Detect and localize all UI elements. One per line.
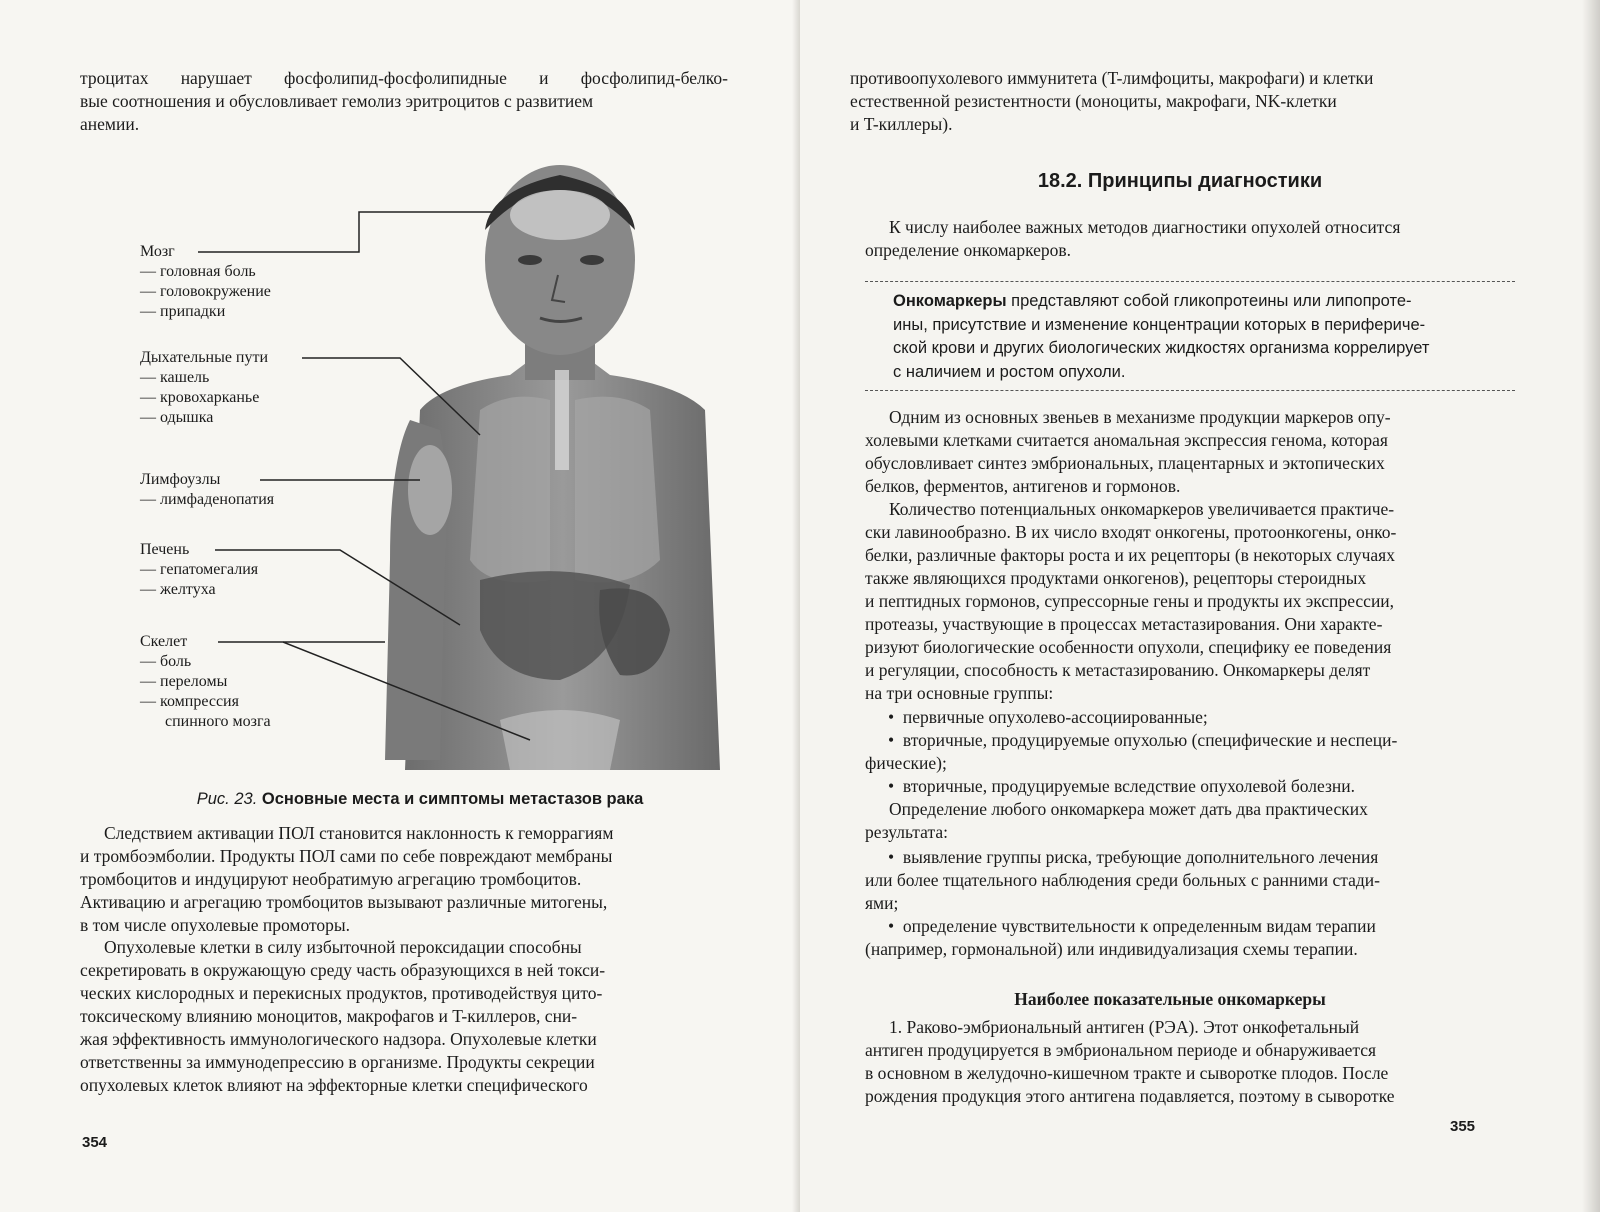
label-lymph (140, 470, 274, 510)
paragraph-a: Одним из основных звеньев в механизме продукции маркеров опу- холевыми клетками считается аномальная экспрессия генома, которая обусловливает синтез эмбриональных, плацентарных и эктопических белков, ферментов, антигенов и гормонов. (865, 407, 1391, 496)
list-item-continuation: фические); (865, 753, 947, 773)
label-brain-item: — головная боль (140, 263, 256, 280)
label-skeleton-title: Скелет (140, 633, 188, 650)
label-skeleton-item: спинного мозга (165, 713, 271, 730)
list-item: • вторичные, продуцируемые опухолью (специфические и неспеци- (888, 730, 1398, 750)
caption-text: Основные места и симптомы метастазов рака (261, 790, 644, 808)
label-skeleton-item: — боль (140, 653, 192, 670)
label-brain-item: — головокружение (140, 283, 271, 300)
bullet-icon: • (888, 776, 895, 796)
label-skeleton-item: — переломы (140, 673, 228, 690)
label-airways (140, 348, 268, 428)
list-item: • определение чувствительности к определенным видам терапии (888, 916, 1376, 936)
figure-caption (80, 790, 760, 809)
list-item-continuation: ями; (865, 893, 899, 913)
page-edge-shadow (1582, 0, 1600, 1212)
list-item-continuation: (например, гормональной) или индивидуализация схемы терапии. (865, 939, 1358, 959)
label-liver-item: — гепатомегалия (140, 561, 259, 578)
label-brain-title: Мозг (140, 243, 175, 260)
subheading: Наиболее показательные онкомаркеры (1014, 989, 1326, 1009)
intro-paragraph: К числу наиболее важных методов диагностики опухолей относится определение онкомаркеров. (865, 217, 1401, 260)
definition-term: Онкомаркеры (893, 292, 1007, 310)
list-item: • выявление группы риска, требующие дополнительного лечения (888, 847, 1379, 867)
left-paragraph-2: Следствием активации ПОЛ становится наклонность к геморрагиям и тромбоэмболии. Продукты ПОЛ сами по себе повреждают мембраны тромбоцитов и индуцируют необратимую агрегацию тромбоцитов. Активацию и агрегацию тромбоцитов вызывают различные митогены, в том числе опухолевые промоторы. (80, 823, 614, 935)
definition-first-line: представляют собой гликопротеины или липопроте- (1006, 292, 1412, 310)
bullet-icon: • (888, 916, 895, 936)
paragraph-d: 1. Раково-эмбриональный антиген (РЭА). Этот онкофетальный антиген продуцируется в эмбриональном периоде и обнаруживается в основном в желудочно-кишечном тракте и сыворотке плодов. После рождения продукция этого антигена подавляется, поэтому в сыворотке (865, 1017, 1395, 1106)
metastasis-figure (80, 160, 760, 780)
label-brain (140, 242, 271, 322)
page-number-left: 354 (82, 1134, 108, 1151)
list-item: • первичные опухолево-ассоциированные; (888, 707, 1208, 727)
label-skeleton (140, 632, 271, 732)
label-skeleton-item: — компрессия (140, 693, 239, 710)
right-top-paragraph: противоопухолевого иммунитета (T-лимфоциты, макрофаги) и клетки естественной резистентности (моноциты, макрофаги, NK-клетки и T-киллеры). (850, 68, 1374, 134)
paragraph-c: Определение любого онкомаркера может дать два практических результата: (865, 799, 1368, 842)
label-liver (140, 540, 258, 600)
label-airways-item: — одышка (140, 409, 214, 426)
label-brain-item: — припадки (140, 303, 226, 320)
caption-prefix: Рис. 23. (196, 790, 258, 808)
bullet-icon: • (888, 707, 895, 727)
page-number-right: 355 (1450, 1118, 1476, 1135)
label-lymph-item: — лимфаденопатия (140, 491, 275, 508)
definition-text: Онкомаркеры представляют собой гликопротеины или липопроте- ины, присутствие и изменение концентрации которых в перифериче- ской крови и других биологических жидкостях организма коррелирует с наличием и ростом опухоли. (893, 292, 1430, 381)
left-paragraph-3: Опухолевые клетки в силу избыточной пероксидации способны секретировать в окружающую среду часть образующихся в ней токси- ческих кислородных и перекисных продуктов, противодействуя цито- токсическому влиянию моноцитов, макрофагов и T-киллеров, сни- жая эффективность иммунологического надзора. Опухолевые клетки ответственны за иммунодепрессию в организме. Продукты секреции опухолевых клеток влияют на эффекторные клетки специфического (80, 937, 606, 1095)
list-item-continuation: или более тщательного наблюдения среди больных с ранними стади- (865, 870, 1380, 890)
left-top-paragraph: троцитах нарушает фосфолипид-фосфолипидные и фосфолипид-белко- вые соотношения и обусловливает гемолиз эритроцитов с развитием анемии. (80, 68, 728, 134)
label-airways-title: Дыхательные пути (140, 349, 269, 366)
list-item: • вторичные, продуцируемые вследствие опухолевой болезни. (888, 776, 1356, 796)
label-liver-item: — желтуха (140, 581, 216, 598)
paragraph-b: Количество потенциальных онкомаркеров увеличивается практиче- ски лавинообразно. В их число входят онкогены, протоонкогены, онко- белки, различные факторы роста и их рецепторы (в некоторых случаях также являющихся продуктами онкогенов), рецепторы стероидных и пептидных гормонов, супрессорные гены и продукты их экспрессии, протеазы, участвующие в процессах метастазирования. Они характе- ризуют биологические особенности опухоли, специфику ее поведения и регуляции, способность к метастазированию. Онкомаркеры делят на три основные группы: (865, 499, 1397, 703)
label-liver-title: Печень (140, 541, 190, 558)
label-airways-item: — кашель (140, 369, 210, 386)
section-heading: 18.2. Принципы диагностики (1037, 170, 1323, 192)
definition-box (865, 281, 1515, 391)
label-airways-item: — кровохарканье (140, 389, 260, 406)
bullet-icon: • (888, 730, 895, 750)
label-lymph-title: Лимфоузлы (140, 471, 221, 488)
bullet-icon: • (888, 847, 895, 867)
